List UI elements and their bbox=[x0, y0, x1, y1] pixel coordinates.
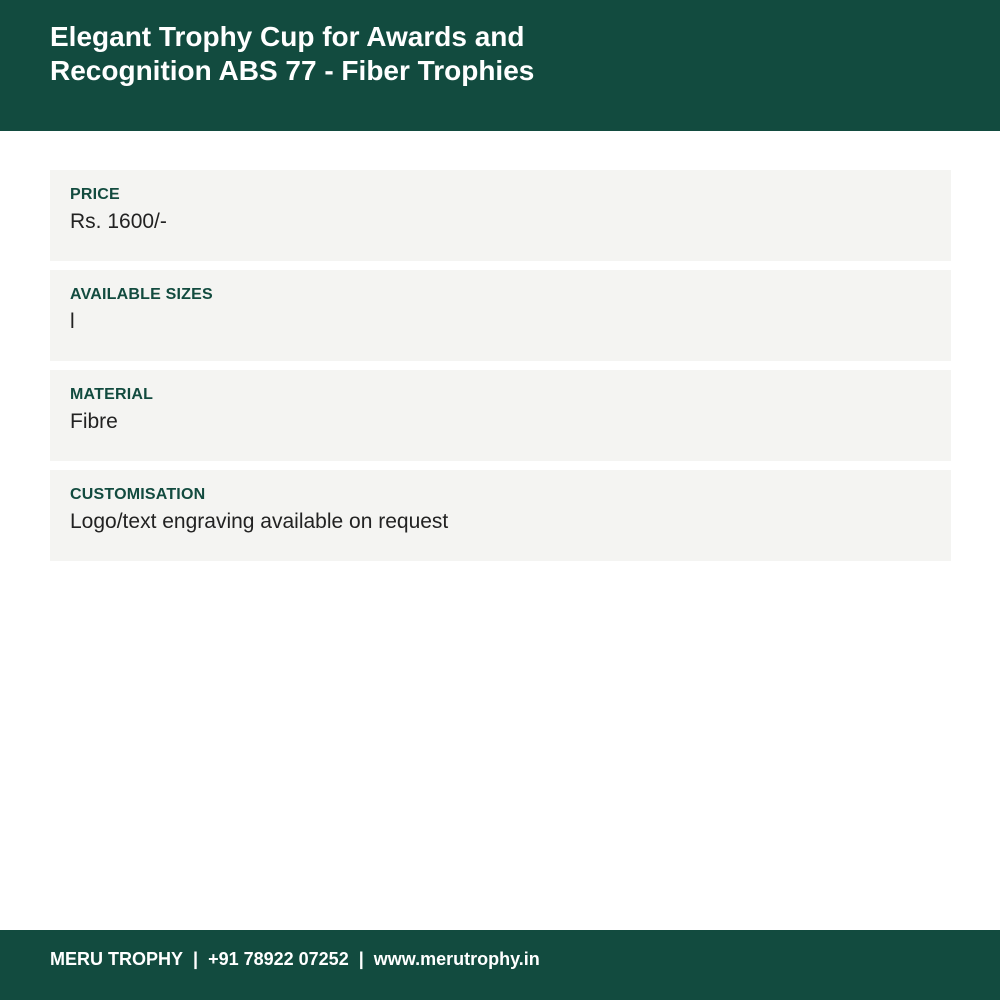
sizes-card bbox=[50, 270, 951, 361]
footer-separator: | bbox=[193, 949, 199, 969]
price-value: Rs. 1600/- bbox=[70, 210, 167, 233]
material-label: MATERIAL bbox=[70, 386, 154, 403]
footer-bar bbox=[0, 930, 1000, 1000]
footer-brand: MERU TROPHY bbox=[50, 949, 184, 969]
footer-website: www.merutrophy.in bbox=[373, 949, 540, 969]
sizes-value: l bbox=[70, 310, 75, 333]
price-label: PRICE bbox=[70, 186, 120, 203]
page-title-line-2: Recognition ABS 77 - Fiber Trophies bbox=[50, 55, 535, 86]
footer-separator: | bbox=[358, 949, 364, 969]
price-card bbox=[50, 170, 951, 261]
customisation-card bbox=[50, 470, 951, 561]
page-title-line-1: Elegant Trophy Cup for Awards and bbox=[50, 21, 525, 52]
footer-phone: +91 78922 07252 bbox=[208, 949, 349, 969]
header-banner bbox=[0, 0, 1000, 131]
product-details bbox=[50, 170, 951, 570]
sizes-label: AVAILABLE SIZES bbox=[70, 286, 213, 303]
material-card bbox=[50, 370, 951, 461]
customisation-value: Logo/text engraving available on request bbox=[70, 510, 449, 533]
customisation-label: CUSTOMISATION bbox=[70, 486, 206, 503]
material-value: Fibre bbox=[70, 410, 118, 433]
